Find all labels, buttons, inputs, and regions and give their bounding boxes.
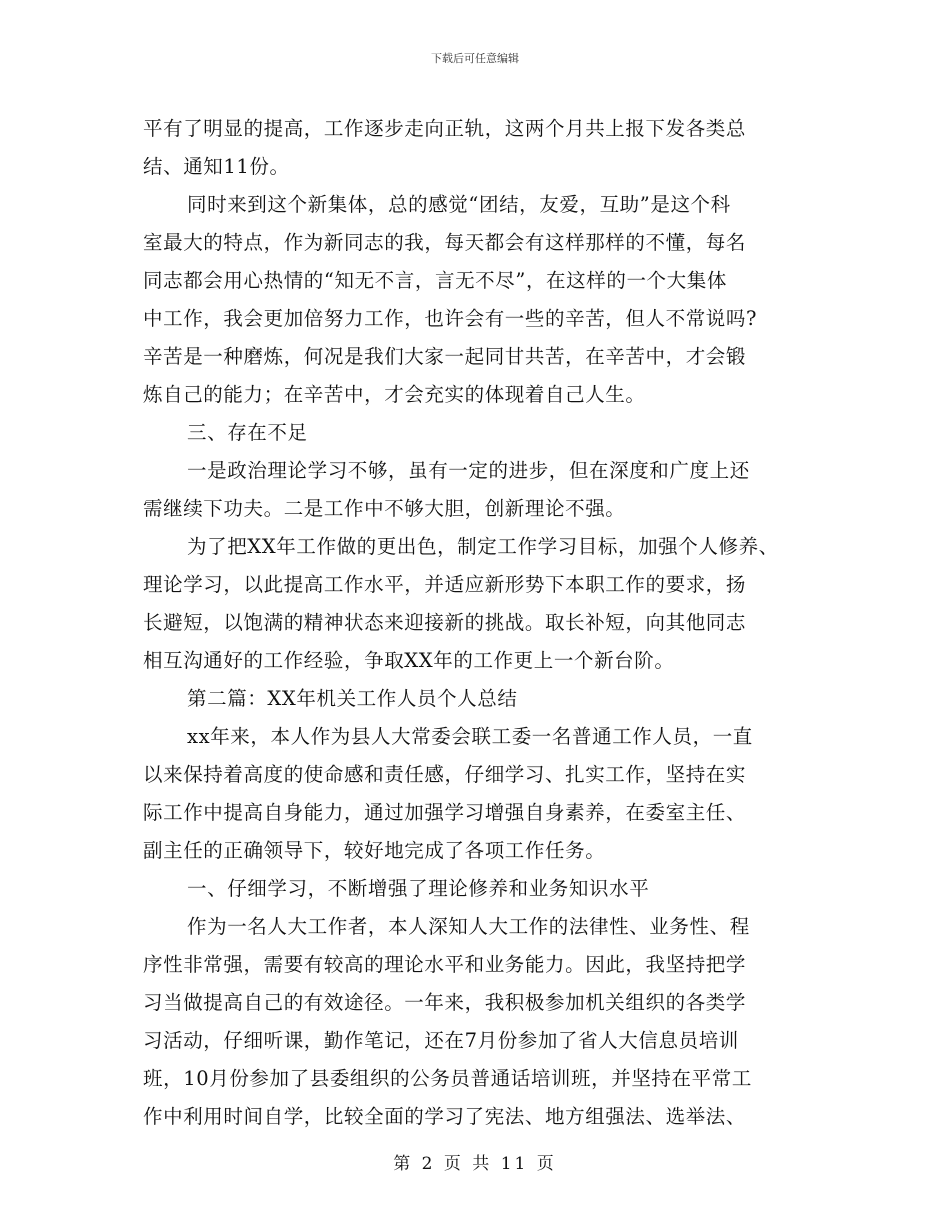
text-line: 需继续下功夫。二是工作中不够大胆，创新理论不强。 (143, 497, 626, 520)
text-line: 长避短，以饱满的精神状态来迎接新的挑战。取长补短，向其他同志 (143, 611, 747, 634)
text-line: 副主任的正确领导下，较好地完成了各项工作任务。 (143, 839, 606, 862)
text-line: 室最大的特点，作为新同志的我，每天都会有这样那样的不懂，每名 (143, 231, 747, 254)
paragraph-start-line: 一是政治理论学习不够，虽有一定的进步，但在深度和广度上还 (187, 459, 750, 482)
text-line: 中工作，我会更加倍努力工作，也许会有一些的辛苦，但人不常说吗? (143, 307, 758, 330)
text-line: 同志都会用心热情的“知无不言，言无不尽”，在这样的一个大集体 (143, 269, 727, 292)
paragraph-start-line: 为了把XX年工作做的更出色，制定工作学习目标，加强个人修养、 (187, 535, 779, 558)
chapter-heading: 第二篇：XX年机关工作人员个人总结 (187, 687, 518, 710)
text-line: 序性非常强，需要有较高的理论水平和业务能力。因此，我坚持把学 (143, 953, 747, 976)
text-line: 习当做提高自己的有效途径。一年来，我积极参加机关组织的各类学 (143, 991, 747, 1014)
section-heading: 一、仔细学习，不断增强了理论修养和业务知识水平 (187, 877, 650, 900)
section-heading: 三、存在不足 (187, 421, 308, 444)
text-line: 理论学习，以此提高工作水平，并适应新形势下本职工作的要求，扬 (143, 573, 747, 596)
text-line: 辛苦是一种磨炼，何况是我们大家一起同甘共苦，在辛苦中，才会锻 (143, 345, 747, 368)
text-line: 炼自己的能力；在辛苦中，才会充实的体现着自己人生。 (143, 383, 646, 406)
text-line: 平有了明显的提高，工作逐步走向正轨，这两个月共上报下发各类总 (143, 117, 747, 140)
text-line: 际工作中提高自身能力，通过加强学习增强自身素养，在委室主任、 (143, 801, 747, 824)
paragraph-start-line: 同时来到这个新集体，总的感觉“团结，友爱，互助”是这个科 (187, 193, 731, 216)
document-body (143, 110, 823, 1136)
text-line: 以来保持着高度的使命感和责任感，仔细学习、扎实工作，坚持在实 (143, 763, 747, 786)
text-line: 相互沟通好的工作经验，争取XX年的工作更上一个新台阶。 (143, 649, 675, 672)
text-line: 作中利用时间自学，比较全面的学习了宪法、地方组强法、选举法、 (143, 1105, 747, 1128)
page-header: 下载后可任意编辑 (431, 52, 519, 65)
paragraph-start-line: xx年来，本人作为县人大常委会联工委一名普通工作人员，一直 (187, 725, 753, 748)
text-line: 班，10月份参加了县委组织的公务员普通话培训班，并坚持在平常工 (143, 1067, 752, 1090)
page-number-footer: 第 2 页 共 11 页 (393, 1154, 557, 1174)
text-line: 习活动，仔细听课，勤作笔记，还在7月份参加了省人大信息员培训 (143, 1029, 739, 1052)
text-line: 结、通知11份。 (143, 155, 290, 178)
paragraph-start-line: 作为一名人大工作者，本人深知人大工作的法律性、业务性、程 (187, 915, 750, 938)
